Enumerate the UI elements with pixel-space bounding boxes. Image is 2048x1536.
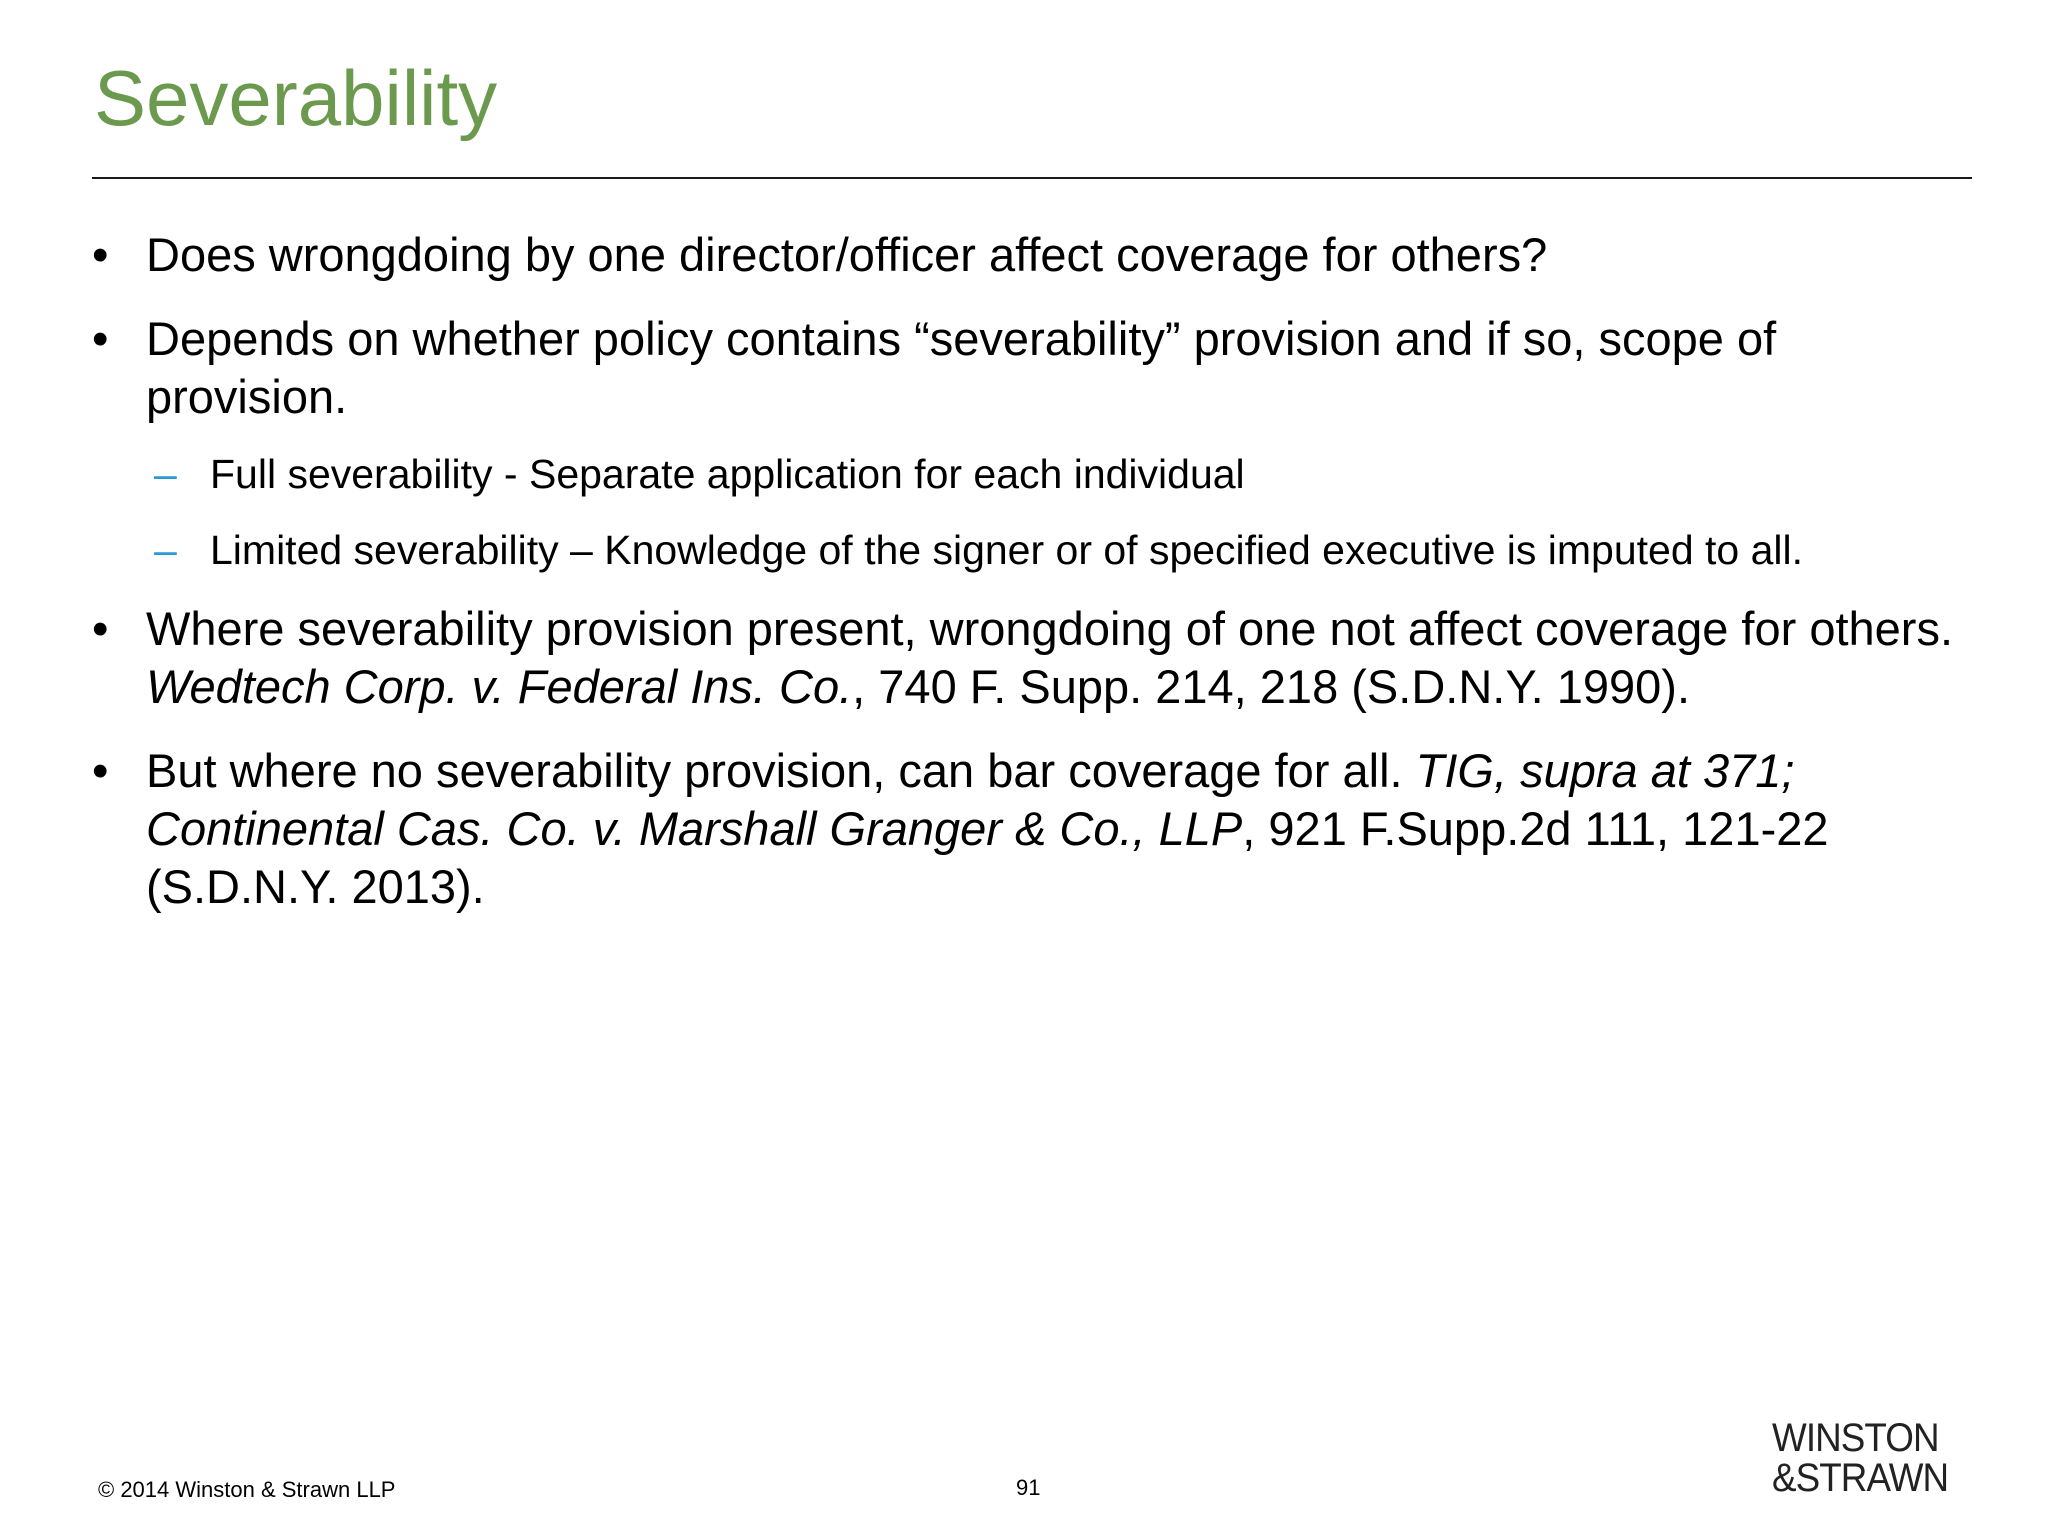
bullet-marker: • [92,228,109,281]
bullet-text-part: , 921 F.Supp.2d 111, 121-22 (S.D.N.Y. 2013). [146,802,1829,913]
case-citation: TIG, supra at 371; Continental Cas. Co. v. Marshall Granger & Co., LLP [146,744,1795,855]
page-number: 91 [1016,1475,1041,1500]
logo-line-2: &STRAWN [1772,1456,1949,1500]
copyright-notice: © 2014 Winston & Strawn LLP [98,1477,396,1502]
slide-content [92,226,1982,942]
sub-bullet-text: Limited severability – Knowledge of the signer or of specified executive is imputed to all. [210,527,1804,573]
logo-line-1: WINSTON [1772,1416,1939,1460]
bullet-text [146,742,1982,916]
bullet-item [92,742,1982,916]
sub-bullet-marker: – [154,451,177,497]
bullet-marker: • [92,312,109,365]
case-citation: Wedtech Corp. v. Federal Ins. Co. [146,660,853,713]
bullet-text-part: Where severability provision present, wrongdoing of one not affect coverage for others. [146,602,1954,655]
title-divider [92,177,1972,179]
bullet-text [146,600,1982,716]
bullet-item [92,310,1982,426]
bullet-marker: • [92,744,109,797]
sub-bullet-text: Full severability - Separate application for each individual [210,451,1245,497]
bullet-text-part: , 740 F. Supp. 214, 218 (S.D.N.Y. 1990). [852,660,1691,713]
sub-bullet-item [92,448,1982,500]
bullet-item [92,226,1982,284]
bullet-text: Depends on whether policy contains “severability” provision and if so, scope of provision. [146,312,1777,423]
bullet-text: Does wrongdoing by one director/officer affect coverage for others? [146,228,1548,281]
bullet-text-part: But where no severability provision, can bar coverage for all. [146,744,1416,797]
bullet-marker: • [92,602,109,655]
winston-strawn-logo [1772,1418,1982,1502]
slide-title: Severability [94,54,498,142]
bullet-item [92,600,1982,716]
sub-bullet-item [92,524,1982,576]
sub-bullet-marker: – [154,527,177,573]
